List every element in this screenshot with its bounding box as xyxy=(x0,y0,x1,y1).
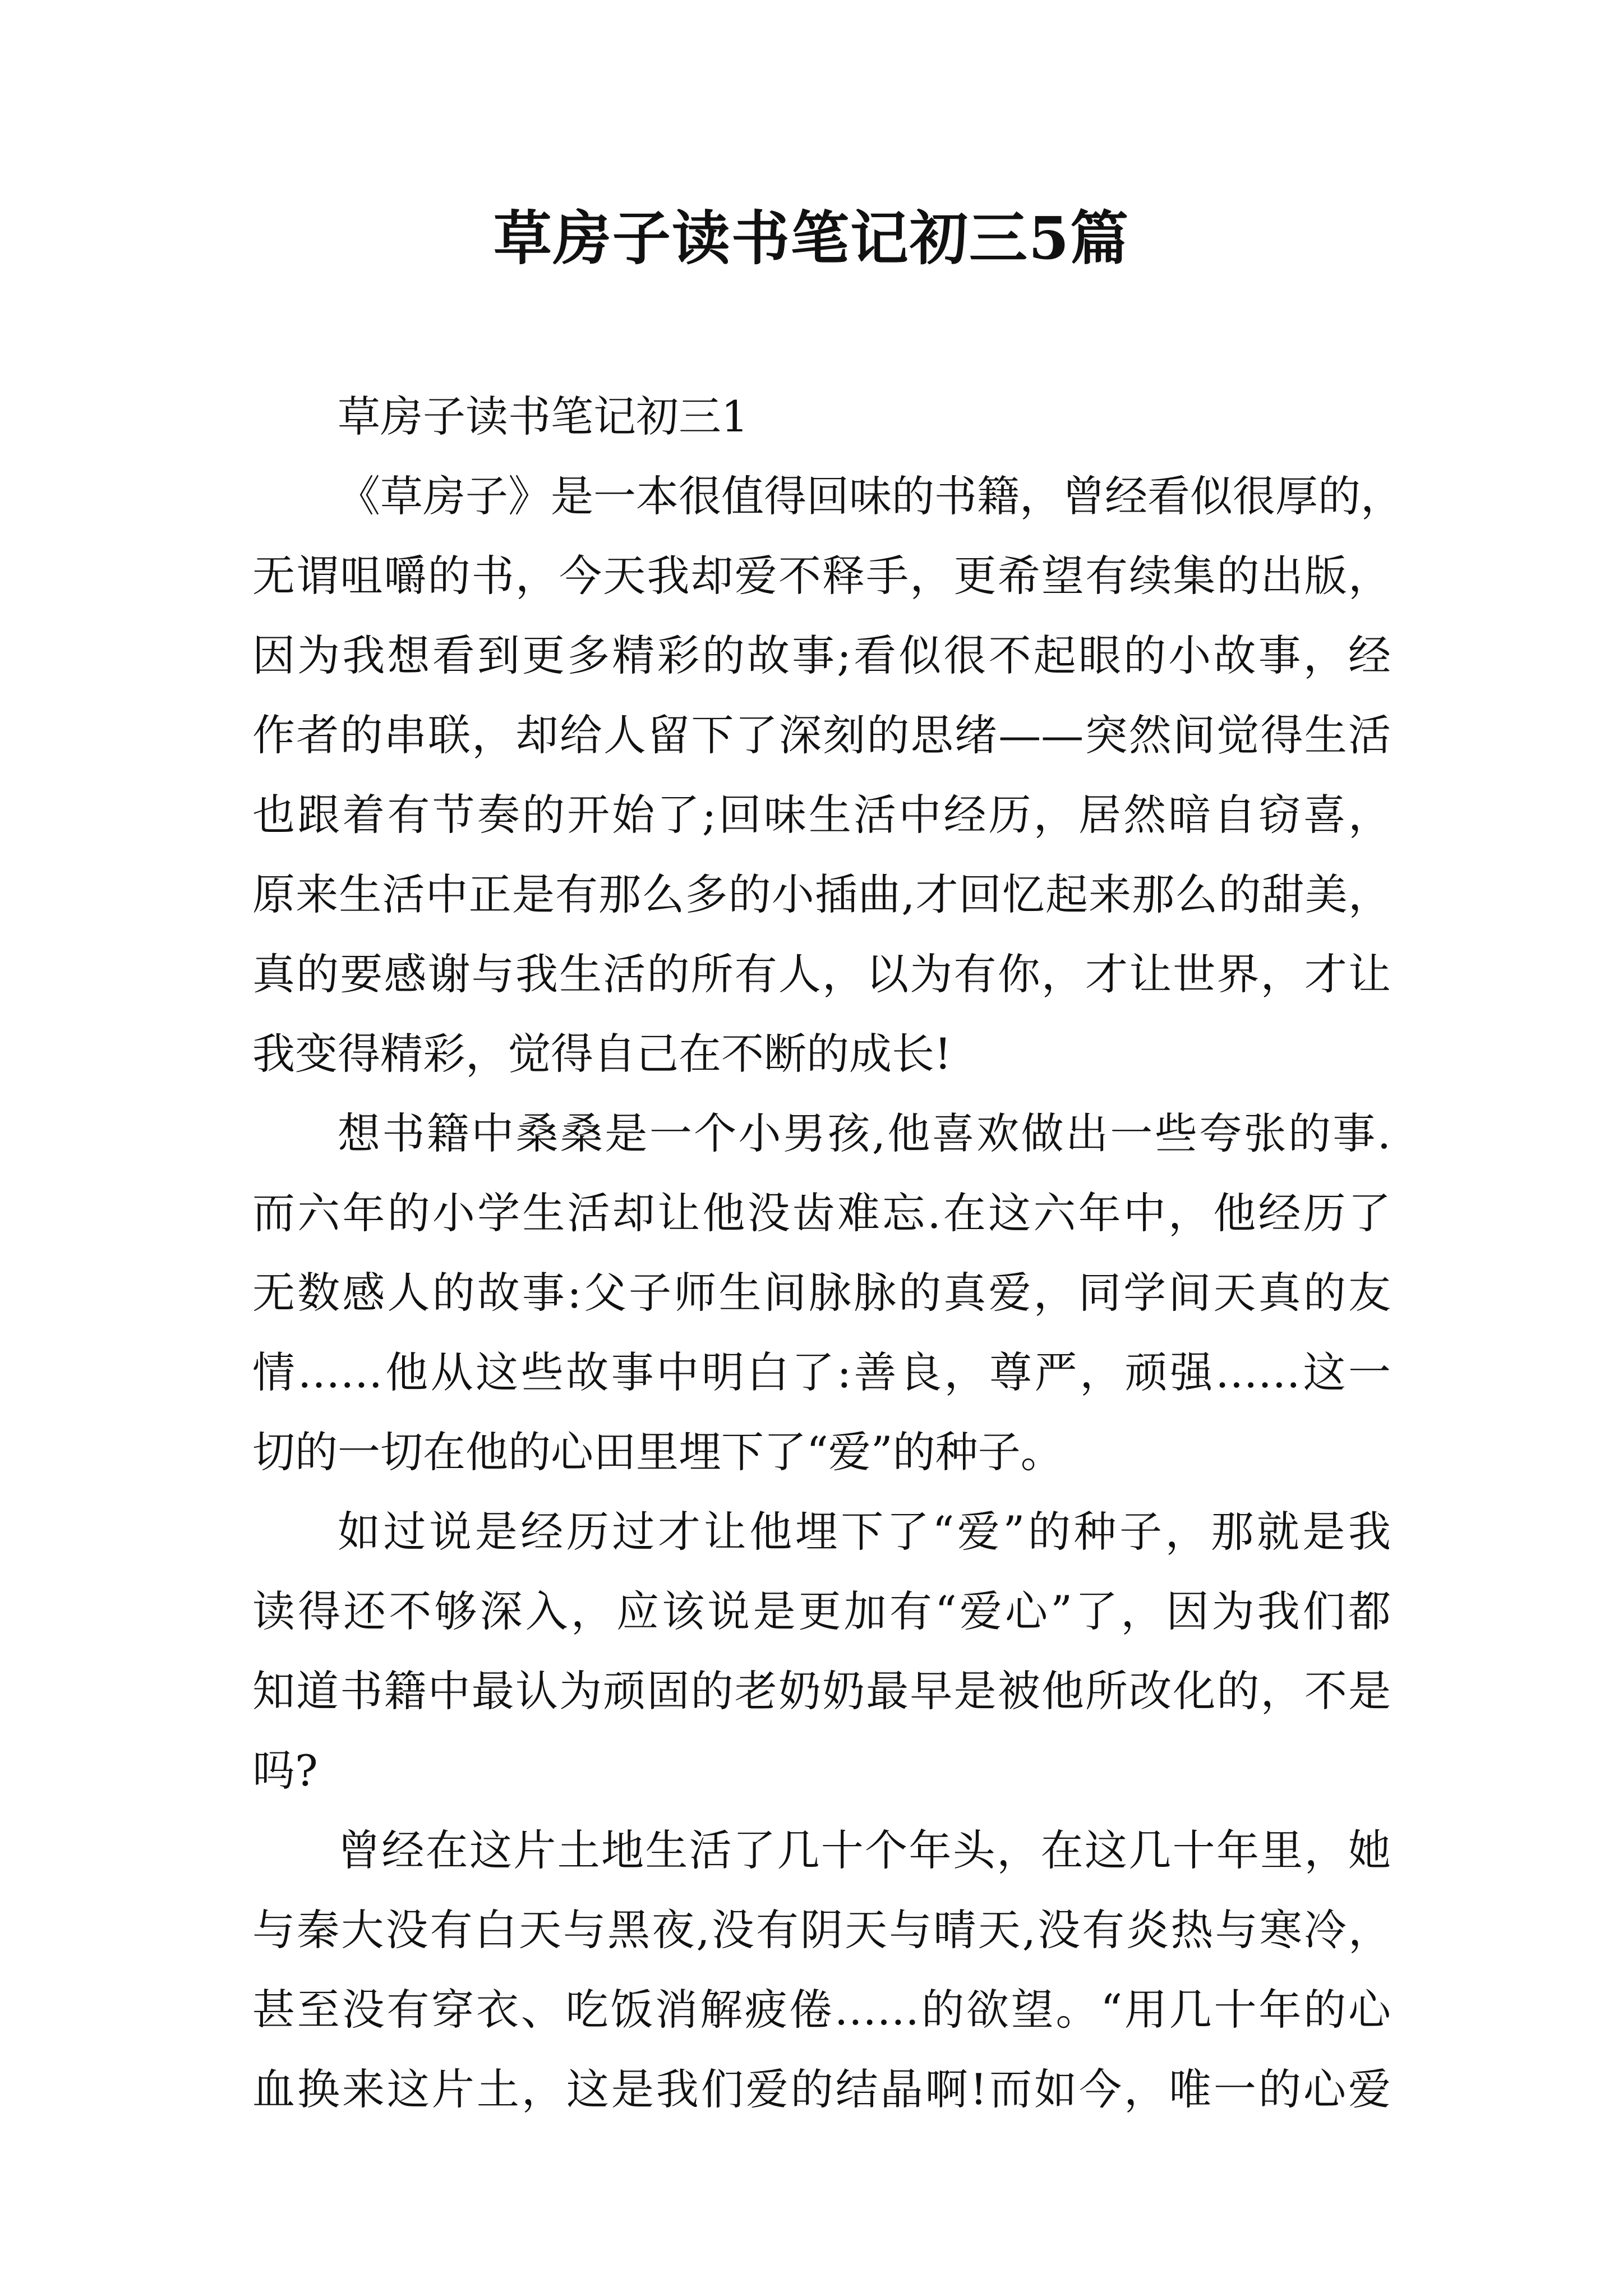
paragraph-line: 甚至没有穿衣、吃饭消解疲倦……的欲望。“用几十年的心 xyxy=(252,1985,1391,2035)
paragraph-line: 原来生活中正是有那么多的小插曲,才回忆起来那么的甜美， xyxy=(252,869,1391,919)
paragraph-line: 曾经在这片土地生活了几十个年头，在这几十年里，她 xyxy=(338,1825,1391,1875)
paragraph-line: 因为我想看到更多精彩的故事;看似很不起眼的小故事，经 xyxy=(252,631,1391,680)
paragraph-line: 与秦大没有白天与黑夜,没有阴天与晴天,没有炎热与寒冷， xyxy=(252,1905,1391,1955)
paragraph-line: 想书籍中桑桑是一个小男孩,他喜欢做出一些夸张的事. xyxy=(338,1108,1391,1158)
paragraph-line: 吗? xyxy=(252,1746,318,1796)
paragraph-line: 情……他从这些故事中明白了:善良，尊严，顽强……这一 xyxy=(252,1347,1391,1397)
document-body xyxy=(252,377,1403,2129)
paragraph-line: 作者的串联，却给人留下了深刻的思绪——突然间觉得生活 xyxy=(252,710,1391,760)
paragraph-line: 《草房子》是一本很值得回味的书籍，曾经看似很厚的， xyxy=(338,471,1403,521)
paragraph-line: 我变得精彩，觉得自己在不断的成长! xyxy=(252,1029,952,1079)
paragraph-line: 血换来这片土，这是我们爱的结晶啊!而如今，唯一的心爱 xyxy=(252,2064,1391,2114)
section-heading: 草房子读书笔记初三1 xyxy=(338,392,749,441)
paragraph-line: 无谓咀嚼的书，今天我却爱不释手，更希望有续集的出版， xyxy=(252,551,1391,601)
paragraph-line: 切的一切在他的心田里埋下了“爱”的种子。 xyxy=(252,1427,1063,1477)
paragraph-line: 读得还不够深入，应该说是更加有“爱心”了，因为我们都 xyxy=(252,1586,1391,1636)
paragraph-line: 如过说是经历过才让他埋下了“爱”的种子，那就是我 xyxy=(338,1507,1391,1557)
paragraph-line: 也跟着有节奏的开始了;回味生活中经历，居然暗自窃喜， xyxy=(252,790,1391,840)
document-title: 草房子读书笔记初三5篇 xyxy=(493,204,1130,273)
paragraph-line: 而六年的小学生活却让他没齿难忘.在这六年中，他经历了 xyxy=(252,1188,1391,1238)
paragraph-line: 真的要感谢与我生活的所有人，以为有你，才让世界，才让 xyxy=(252,949,1391,999)
paragraph-line: 知道书籍中最认为顽固的老奶奶最早是被他所改化的，不是 xyxy=(252,1666,1391,1716)
paragraph-line: 无数感人的故事:父子师生间脉脉的真爱，同学间天真的友 xyxy=(252,1268,1391,1318)
